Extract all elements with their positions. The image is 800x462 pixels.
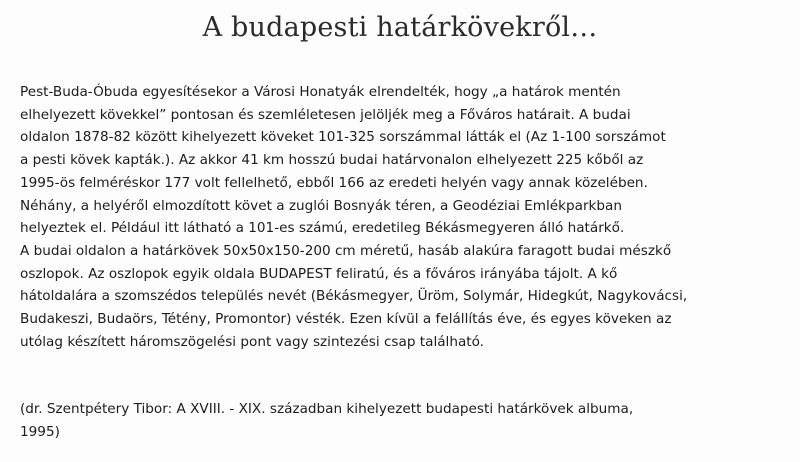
citation	[20, 398, 790, 443]
body-line: helyeztek el. Például itt látható a 101-es számú, eredetileg Békásmegyeren álló határkő.	[20, 220, 625, 237]
body-line: utólag készített háromszögelési pont vagy szintezési csap található.	[20, 333, 484, 350]
body-line: Budakeszi, Budaörs, Tétény, Promontor) vésték. Ezen kívül a felállítás éve, és egyes köveken az	[20, 311, 672, 328]
body-paragraph	[20, 81, 790, 353]
page-title: A budapesti határkövekről…	[202, 12, 598, 43]
body-line: A budai oldalon a határkövek 50x50x150-200 cm méretű, hasáb alakúra faragott budai mészkő	[20, 242, 672, 259]
body-line: oszlopok. Az oszlopok egyik oldala BUDAPEST feliratú, és a főváros irányába tájolt. A kő	[20, 265, 618, 282]
body-line: hátoldalára a szomszédos település nevét (Békásmegyer, Üröm, Solymár, Hidegkút, Nagykovácsi,	[20, 288, 688, 305]
citation-line: 1995)	[20, 423, 60, 440]
body-line: 1995-ös felméréskor 177 volt fellelhető, ebből 166 az eredeti helyén vagy annak közelében.	[20, 174, 648, 191]
body-line: Néhány, a helyéről elmozdított követ a zuglói Bosnyák téren, a Geodéziai Emlékparkban	[20, 197, 623, 214]
body-line: elhelyezett kövekkel” pontosan és szemléletesen jelöljék meg a Főváros határait. A budai	[20, 106, 631, 123]
body-line: Pest-Buda-Óbuda egyesítésekor a Városi Honatyák elrendelték, hogy „a határok mentén	[20, 84, 621, 100]
body-line: oldalon 1878-82 között kihelyezett köveket 101-325 sorszámmal látták el (Az 1-100 sorszámot	[20, 129, 666, 146]
citation-line: (dr. Szentpétery Tibor: A XVIII. - XIX. században kihelyezett budapesti határkövek albuma,	[20, 401, 634, 417]
body-line: a pesti kövek kapták.). Az akkor 41 km hosszú budai határvonalon elhelyezett 225 kőből az	[20, 152, 644, 169]
